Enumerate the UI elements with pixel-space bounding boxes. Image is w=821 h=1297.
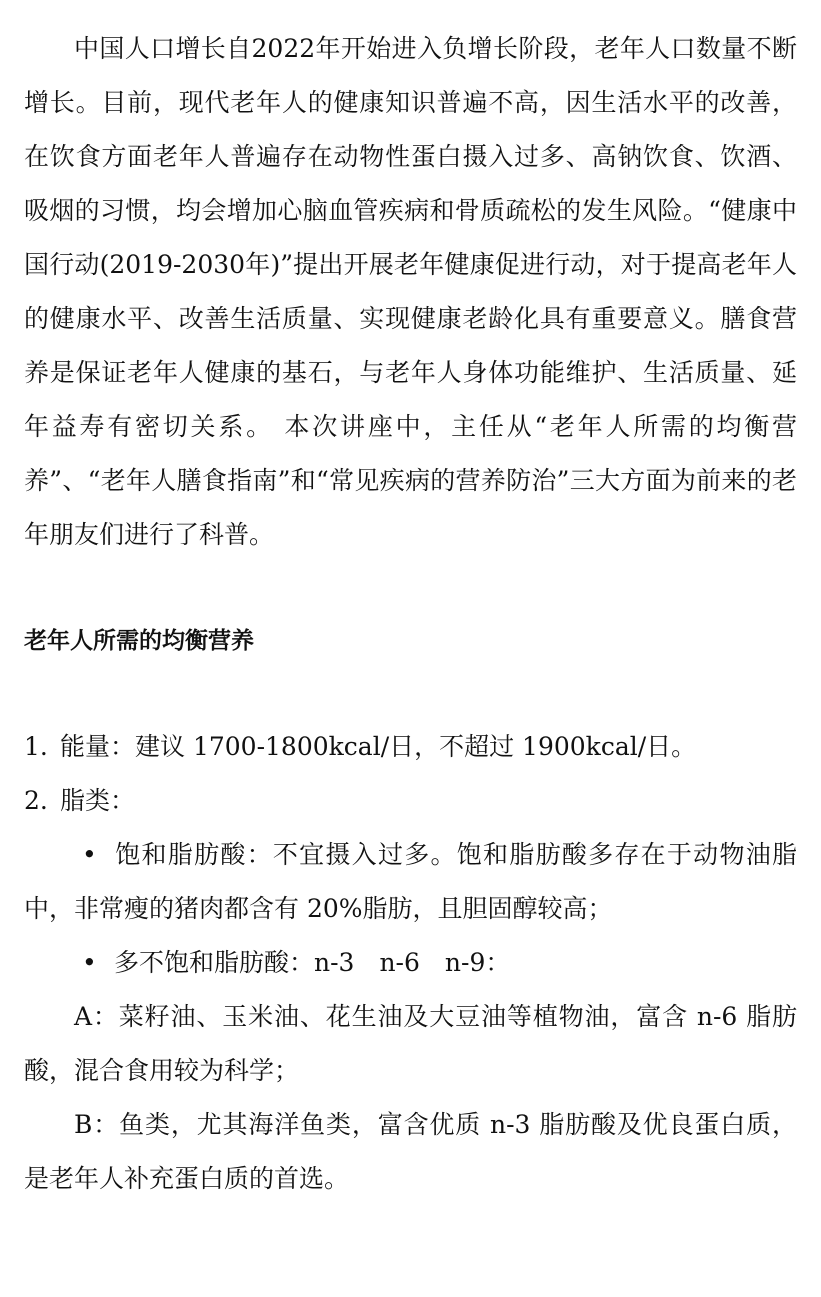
subitem-a: A：菜籽油、玉米油、花生油及大豆油等植物油，富含 n-6 脂肪酸，混合食用较为科学； (24, 1002, 797, 1085)
document-body (24, 22, 797, 1206)
bullet-icon: • (82, 840, 97, 869)
bullet-text: 饱和脂肪酸：不宜摄入过多。饱和脂肪酸多存在于动物油脂中，非常瘦的猪肉都含有 20%脂肪，且胆固醇较高； (24, 840, 797, 923)
numbered-list (24, 720, 797, 828)
bullet-polyunsaturated-fat (24, 936, 797, 990)
bullet-text: 多不饱和脂肪酸：n-3 n-6 n-9： (114, 948, 511, 977)
list-number: 2. (24, 786, 48, 815)
bullet-saturated-fat (24, 828, 797, 936)
list-item-text: 脂类： (60, 786, 136, 815)
list-item-text: 能量：建议 1700-1800kcal/日，不超过 1900kcal/日。 (60, 732, 697, 761)
list-item-lipids (24, 774, 797, 828)
section-heading: 老年人所需的均衡营养 (24, 628, 254, 654)
bullet-icon: • (82, 948, 97, 977)
subitem-b: B：鱼类，尤其海洋鱼类，富含优质 n-3 脂肪酸及优良蛋白质，是老年人补充蛋白质的首选。 (24, 1110, 797, 1193)
list-number: 1. (24, 732, 48, 761)
intro-paragraph: 中国人口增长自2022年开始进入负增长阶段，老年人口数量不断增长。目前，现代老年人的健康知识普遍不高，因生活水平的改善，在饮食方面老年人普遍存在动物性蛋白摄入过多、高钠饮食、饮酒、吸烟的习惯，均会增加心脑血管疾病和骨质疏松的发生风险。“健康中国行动(2019-2030年)”提出开展老年健康促进行动，对于提高老年人的健康水平、改善生活质量、实现健康老龄化具有重要意义。膳食营养是保证老年人健康的基石，与老年人身体功能维护、生活质量、延年益寿有密切关系。 本次讲座中，主任从“老年人所需的均衡营养”、“老年人膳食指南”和“常见疾病的营养防治”三大方面为前来的老年朋友们进行了科普。 (24, 34, 797, 549)
list-item-energy (24, 720, 797, 774)
